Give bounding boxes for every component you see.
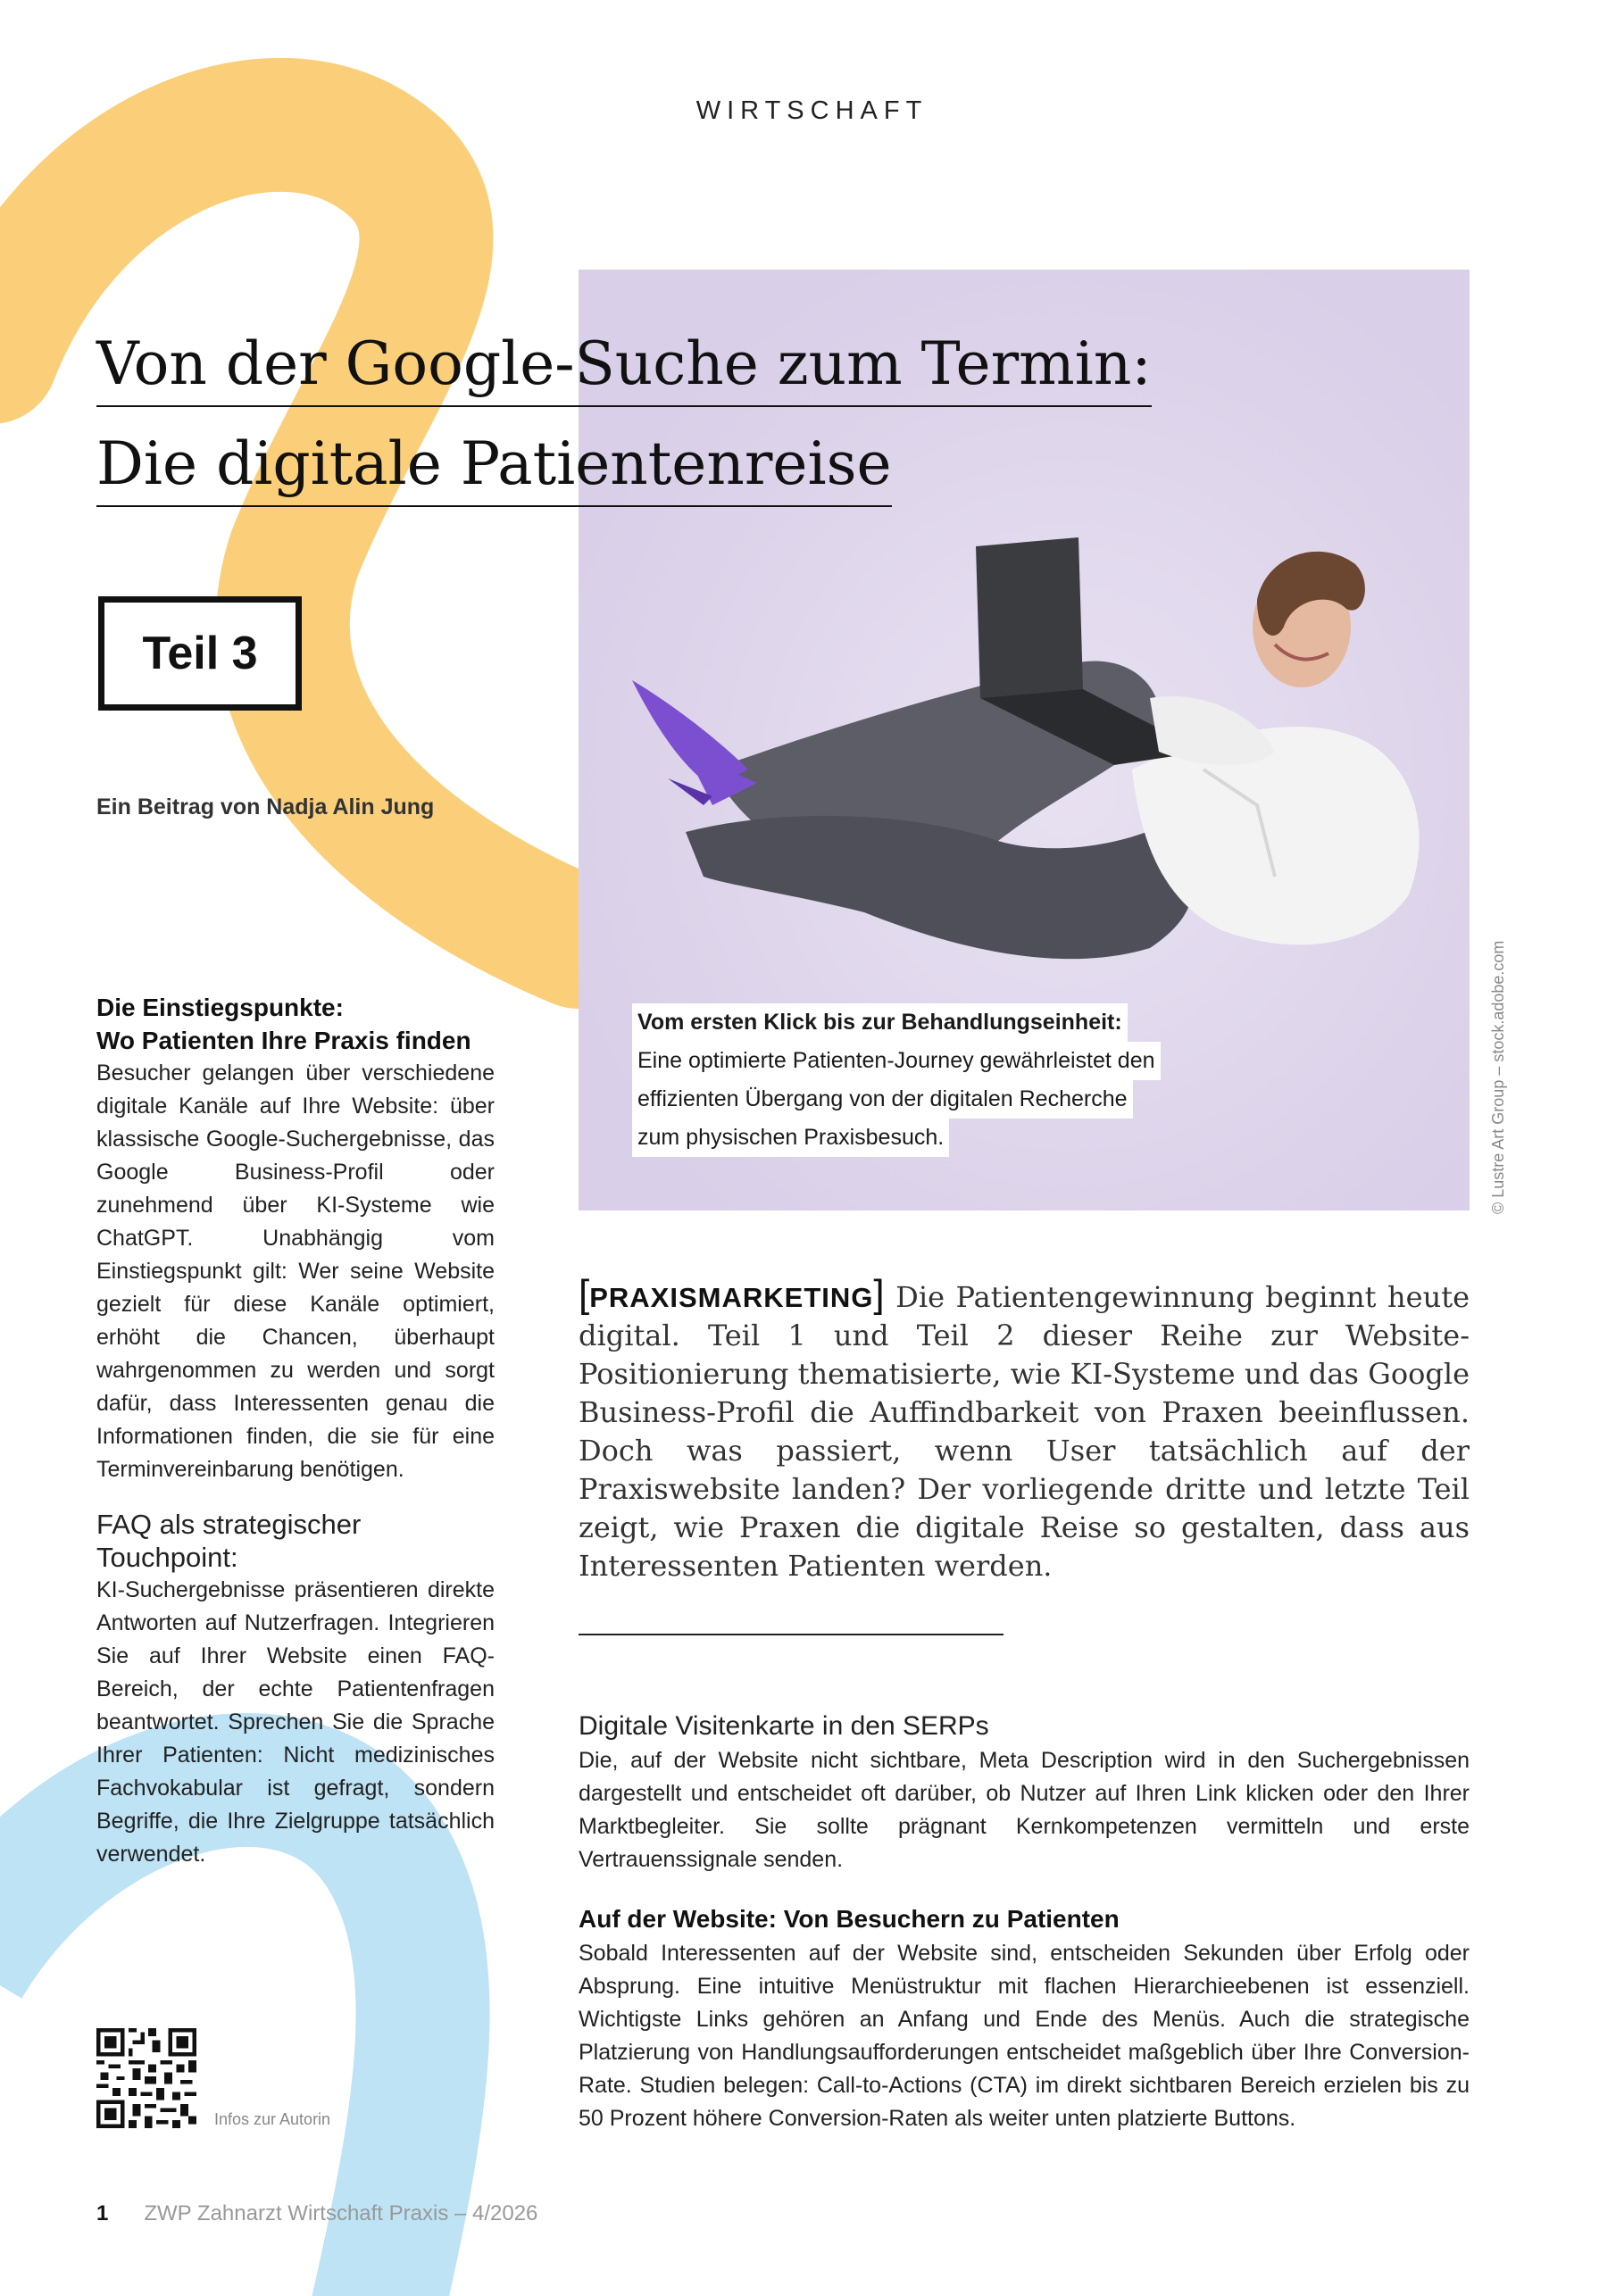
page-footer: [96, 2201, 537, 2226]
caption-line: effizienten Übergang von der digitalen Recherche: [632, 1080, 1133, 1119]
left-paragraph-faq: KI-Suchergebnisse präsentieren direkte Antworten auf Nutzerfragen. Integrieren Sie auf Ihrer Website einen FAQ-Bereich, der echte Patientenfragen beantwortet. Sprechen Sie die Sprache Ihrer Patienten: Nicht medizinisches Fachvokabular ist gefragt, sondern Begriffe, die Ihre Zielgruppe tatsächlich verwendet.: [96, 1577, 495, 1867]
rubric-tag: PRAXISMARKETING: [589, 1282, 874, 1313]
photo-caption: [632, 1003, 1161, 1157]
author-byline: Ein Beitrag von Nadja Alin Jung: [96, 794, 435, 819]
caption-line: Eine optimierte Patienten-Journey gewährleistet den: [632, 1042, 1161, 1080]
bracket-close: ]: [873, 1272, 885, 1316]
headline-line-2: Die digitale Patientenreise: [96, 428, 892, 507]
left-heading-faq: FAQ als strategischer Touchpoint:: [96, 1509, 362, 1573]
caption-title: Vom ersten Klick bis zur Behandlungseinheit:: [632, 1003, 1128, 1042]
left-heading-line: Wo Patienten Ihre Praxis finden: [96, 1027, 471, 1054]
headline-line-1: Von der Google-Suche zum Termin:: [96, 329, 1152, 407]
divider-line: [579, 1634, 1004, 1635]
left-column: [96, 991, 495, 1871]
caption-line: zum physischen Praxisbesuch.: [632, 1119, 949, 1157]
right-paragraph-website: Sobald Interessenten auf der Website sind, entscheiden Sekunden über Erfolg oder Absprung. Eine intuitive Menüstruktur mit flachen Hierarchieebenen ist essenziell. Wichtigste Links gehören an Anfang und Ende des Menüs. Auch die strategische Platzierung von Handlungsaufforderungen entscheidet maßgeblich über Ihre Conversion-Rate. Studien belegen: Call-to-Actions (CTA) im direkt sichtbaren Bereich erzielen bis zu 50 Prozent höhere Conversion-Raten als weiter unten platzierte Buttons.: [579, 1941, 1470, 2131]
left-heading-line: Die Einstiegspunkte:: [96, 994, 344, 1021]
right-paragraph-serps: Die, auf der Website nicht sichtbare, Meta Description wird in den Suchergebnissen dargestellt und entscheidet oft darüber, ob Nutzer auf Ihren Link klicken oder den Ihrer Marktbegleiter. Sie sollte prägnant Kernkompetenzen vermitteln und erste Vertrauenssignale senden.: [579, 1748, 1470, 1872]
page-number: 1: [96, 2201, 109, 2225]
left-heading-entry-points: [96, 991, 495, 1057]
right-column: [579, 1709, 1470, 2135]
right-heading-serps: Digitale Visitenkarte in den SERPs: [579, 1711, 989, 1741]
qr-code-icon[interactable]: [96, 2028, 196, 2128]
qr-caption: Infos zur Autorin: [214, 2110, 331, 2128]
section-label: WIRTSCHAFT: [695, 96, 929, 125]
series-part-badge: Teil 3: [98, 596, 302, 711]
image-credit: © Lustre Art Group – stock.adobe.com: [1489, 940, 1507, 1214]
bracket-open: [: [579, 1272, 590, 1316]
publication-name: ZWP Zahnarzt Wirtschaft Praxis – 4/2026: [144, 2201, 538, 2225]
right-heading-website: Auf der Website: Von Besuchern zu Patienten: [579, 1905, 1120, 1933]
lead-text: Die Patientengewinnung beginnt heute digital. Teil 1 und Teil 2 dieser Reihe zur Website-Positionierung thematisierte, wie KI-Systeme und das Google Business-Profil die Auffindbarkeit von Praxen beeinflussen. Doch was passiert, wenn User tatsächlich auf der Praxiswebsite landen? Der vorliegende dritte und letzte Teil zeigt, wie Praxen die digitale Reise so gestalten, dass aus Interessenten Patienten werden.: [579, 1280, 1470, 1583]
lead-paragraph: [579, 1272, 1470, 1585]
left-paragraph-entry-points: Besucher gelangen über verschiedene digitale Kanäle auf Ihre Website: über klassische Google-Suchergebnisse, das Google Business-Profil oder zunehmend über KI-Systeme wie ChatGPT. Unabhängig vom Einstiegspunkt gilt: Wer seine Website gezielt für diese Kanäle optimiert, erhöht die Chancen, überhaupt wahrgenommen zu werden und sorgt dafür, dass Interessenten genau die Informationen finden, die sie für eine Terminvereinbarung benötigen.: [96, 1061, 495, 1482]
